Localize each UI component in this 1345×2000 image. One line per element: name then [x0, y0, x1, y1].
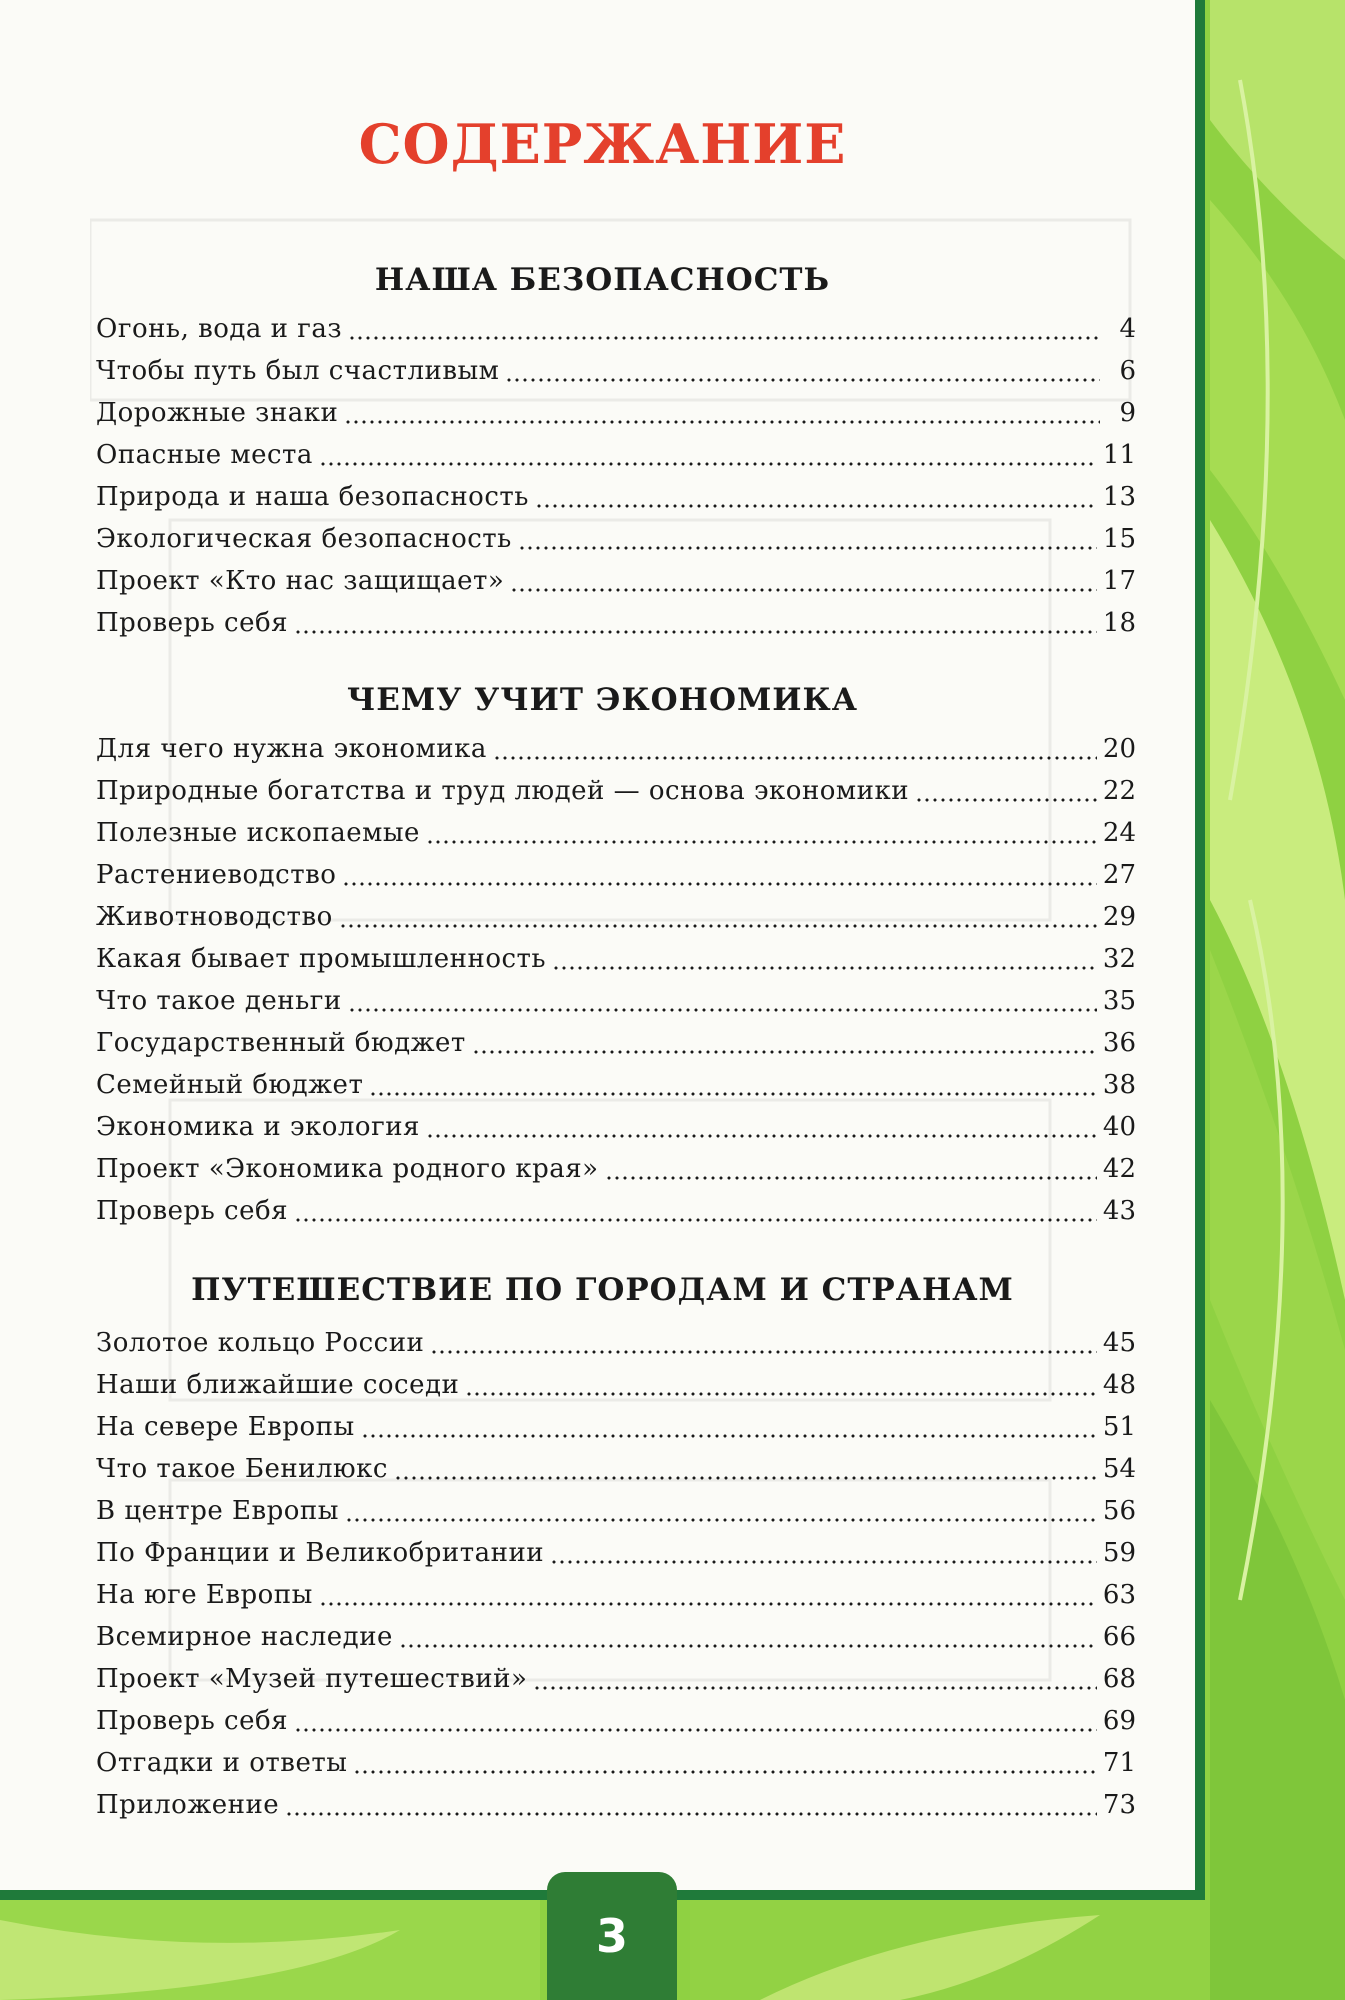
toc-entry-title: Государственный бюджет	[96, 1028, 466, 1058]
toc-entry[interactable]	[96, 392, 1136, 434]
leader-dots	[472, 1050, 1097, 1054]
leader-dots	[550, 1560, 1097, 1564]
toc-entry-page: 20	[1102, 734, 1136, 764]
toc-entry-title: Проект «Экономика родного края»	[96, 1154, 599, 1184]
leader-dots	[319, 462, 1097, 466]
toc-entry-title: Золотое кольцо России	[96, 1328, 425, 1358]
toc-entry-page: 40	[1102, 1112, 1136, 1142]
toc-entry[interactable]	[96, 518, 1136, 560]
toc-entry-page: 42	[1102, 1154, 1136, 1184]
leader-dots	[426, 1134, 1097, 1138]
toc-entry[interactable]	[96, 560, 1136, 602]
toc-entry[interactable]	[96, 1532, 1136, 1574]
leader-dots	[399, 1644, 1097, 1648]
leader-dots	[319, 1602, 1097, 1606]
leader-dots	[344, 420, 1100, 424]
toc-entry[interactable]	[96, 1064, 1136, 1106]
toc-entry-title: Животноводство	[96, 902, 333, 932]
toc-entry-page: 63	[1102, 1580, 1136, 1610]
toc-entry[interactable]	[96, 980, 1136, 1022]
contents-title: СОДЕРЖАНИЕ	[358, 112, 847, 176]
toc-entry[interactable]	[96, 1784, 1136, 1826]
leader-dots	[430, 1350, 1097, 1354]
toc-entry-title: Проверь себя	[96, 608, 289, 638]
toc-entry-title: Природные богатства и труд людей — основа экономики	[96, 776, 910, 806]
toc-entry[interactable]	[96, 1448, 1136, 1490]
toc-entry-title: Проверь себя	[96, 1706, 289, 1736]
toc-entry-title: Дорожные знаки	[96, 398, 339, 428]
leader-dots	[465, 1392, 1097, 1396]
toc-entry-title: Экономика и экология	[96, 1112, 420, 1142]
toc-entry[interactable]	[96, 350, 1136, 392]
section-heading-travel: ПУТЕШЕСТВИЕ ПО ГОРОДАМ И СТРАНАМ	[191, 1272, 1014, 1308]
toc-entry-page: 69	[1102, 1706, 1136, 1736]
leader-dots	[339, 924, 1097, 928]
toc-entry-title: Наши ближайшие соседи	[96, 1370, 460, 1400]
toc-entry-page: 71	[1102, 1748, 1136, 1778]
toc-entry-page: 6	[1119, 356, 1136, 386]
toc-entry-title: Полезные ископаемые	[96, 818, 420, 848]
toc-entry-page: 45	[1102, 1328, 1136, 1358]
toc-entry[interactable]	[96, 1490, 1136, 1532]
leader-dots	[342, 882, 1096, 886]
toc-entry-page: 73	[1102, 1790, 1136, 1820]
leader-dots	[394, 1476, 1097, 1480]
toc-entry[interactable]	[96, 1364, 1136, 1406]
toc-entry-page: 54	[1102, 1454, 1136, 1484]
toc-entry-title: Огонь, вода и газ	[96, 314, 343, 344]
leader-dots	[915, 798, 1097, 802]
leader-dots	[361, 1434, 1097, 1438]
toc-entry[interactable]	[96, 434, 1136, 476]
toc-entry-title: Растениеводство	[96, 860, 337, 890]
leader-dots	[294, 630, 1097, 634]
leader-dots	[348, 336, 1100, 340]
page-number: 3	[595, 1909, 628, 1963]
leader-dots	[533, 1686, 1097, 1690]
toc-entry-title: Для чего нужна экономика	[96, 734, 487, 764]
toc-entry[interactable]	[96, 1742, 1136, 1784]
leader-dots	[552, 966, 1097, 970]
toc-entry[interactable]	[96, 1322, 1136, 1364]
toc-entry-title: Семейный бюджет	[96, 1070, 364, 1100]
toc-entry-title: Проект «Музей путешествий»	[96, 1664, 528, 1694]
toc-entry-title: Что такое Бенилюкс	[96, 1454, 388, 1484]
toc-entry[interactable]	[96, 728, 1136, 770]
leader-dots	[493, 756, 1097, 760]
leader-dots	[345, 1518, 1097, 1522]
leader-dots	[285, 1812, 1097, 1816]
toc-entry-page: 38	[1102, 1070, 1136, 1100]
toc-entry-title: Всемирное наследие	[96, 1622, 393, 1652]
toc-entry-page: 15	[1102, 524, 1136, 554]
toc-entry[interactable]	[96, 1022, 1136, 1064]
toc-entry-title: Природа и наша безопасность	[96, 482, 529, 512]
toc-entry[interactable]	[96, 1406, 1136, 1448]
toc-entry-page: 17	[1102, 566, 1136, 596]
toc-entry-title: Приложение	[96, 1790, 280, 1820]
section-economy-list	[96, 728, 1136, 1232]
toc-entry-title: Отгадки и ответы	[96, 1748, 348, 1778]
toc-entry[interactable]	[96, 1574, 1136, 1616]
toc-entry-title: Проект «Кто нас защищает»	[96, 566, 505, 596]
toc-entry[interactable]	[96, 1106, 1136, 1148]
toc-entry-page: 27	[1102, 860, 1136, 890]
toc-entry[interactable]	[96, 938, 1136, 980]
section-heading-economy: ЧЕМУ УЧИТ ЭКОНОМИКА	[346, 682, 859, 718]
toc-entry[interactable]	[96, 1148, 1136, 1190]
toc-entry-title: Экологическая безопасность	[96, 524, 512, 554]
toc-entry[interactable]	[96, 1658, 1136, 1700]
toc-entry[interactable]	[96, 770, 1136, 812]
toc-entry-page: 22	[1102, 776, 1136, 806]
toc-entry-page: 35	[1102, 986, 1136, 1016]
toc-entry[interactable]	[96, 812, 1136, 854]
leader-dots	[294, 1218, 1097, 1222]
toc-entry-title: Что такое деньги	[96, 986, 342, 1016]
leader-dots	[505, 378, 1100, 382]
toc-entry-page: 13	[1102, 482, 1136, 512]
toc-entry-page: 32	[1102, 944, 1136, 974]
section-heading-safety: НАША БЕЗОПАСНОСТЬ	[374, 262, 831, 298]
toc-entry[interactable]	[96, 1616, 1136, 1658]
leader-dots	[605, 1176, 1097, 1180]
toc-entry-page: 36	[1102, 1028, 1136, 1058]
toc-entry-title: Чтобы путь был счастливым	[96, 356, 500, 386]
leader-dots	[510, 588, 1097, 592]
leader-dots	[348, 1008, 1097, 1012]
toc-entry-page: 51	[1102, 1412, 1136, 1442]
toc-entry-page: 18	[1102, 608, 1136, 638]
toc-entry-page: 9	[1119, 398, 1136, 428]
leader-dots	[518, 546, 1097, 550]
page-number-tab	[547, 1872, 677, 2000]
toc-entry-title: Проверь себя	[96, 1196, 289, 1226]
toc-entry-page: 56	[1102, 1496, 1136, 1526]
toc-entry-page: 68	[1102, 1664, 1136, 1694]
toc-entry-page: 66	[1102, 1622, 1136, 1652]
toc-entry[interactable]	[96, 854, 1136, 896]
leader-dots	[369, 1092, 1097, 1096]
toc-entry-page: 48	[1102, 1370, 1136, 1400]
toc-entry-title: В центре Европы	[96, 1496, 339, 1526]
leader-dots	[353, 1770, 1096, 1774]
toc-entry[interactable]	[96, 1190, 1136, 1232]
toc-entry[interactable]	[96, 1700, 1136, 1742]
section-travel-list	[96, 1322, 1136, 1826]
toc-entry-page: 43	[1102, 1196, 1136, 1226]
leader-dots	[426, 840, 1097, 844]
toc-entry[interactable]	[96, 602, 1136, 644]
toc-entry[interactable]	[96, 896, 1136, 938]
leader-dots	[535, 504, 1097, 508]
toc-entry[interactable]	[96, 308, 1136, 350]
section-safety-list	[96, 308, 1136, 644]
toc-entry-page: 59	[1102, 1538, 1136, 1568]
toc-entry-title: Опасные места	[96, 440, 313, 470]
toc-entry-title: На севере Европы	[96, 1412, 355, 1442]
toc-entry-page: 4	[1119, 314, 1136, 344]
toc-entry-title: Какая бывает промышленность	[96, 944, 547, 974]
toc-entry-page: 11	[1102, 440, 1136, 470]
toc-entry-page: 29	[1102, 902, 1136, 932]
toc-entry[interactable]	[96, 476, 1136, 518]
toc-entry-title: По Франции и Великобритании	[96, 1538, 545, 1568]
toc-entry-title: На юге Европы	[96, 1580, 313, 1610]
toc-entry-page: 24	[1102, 818, 1136, 848]
leader-dots	[294, 1728, 1097, 1732]
